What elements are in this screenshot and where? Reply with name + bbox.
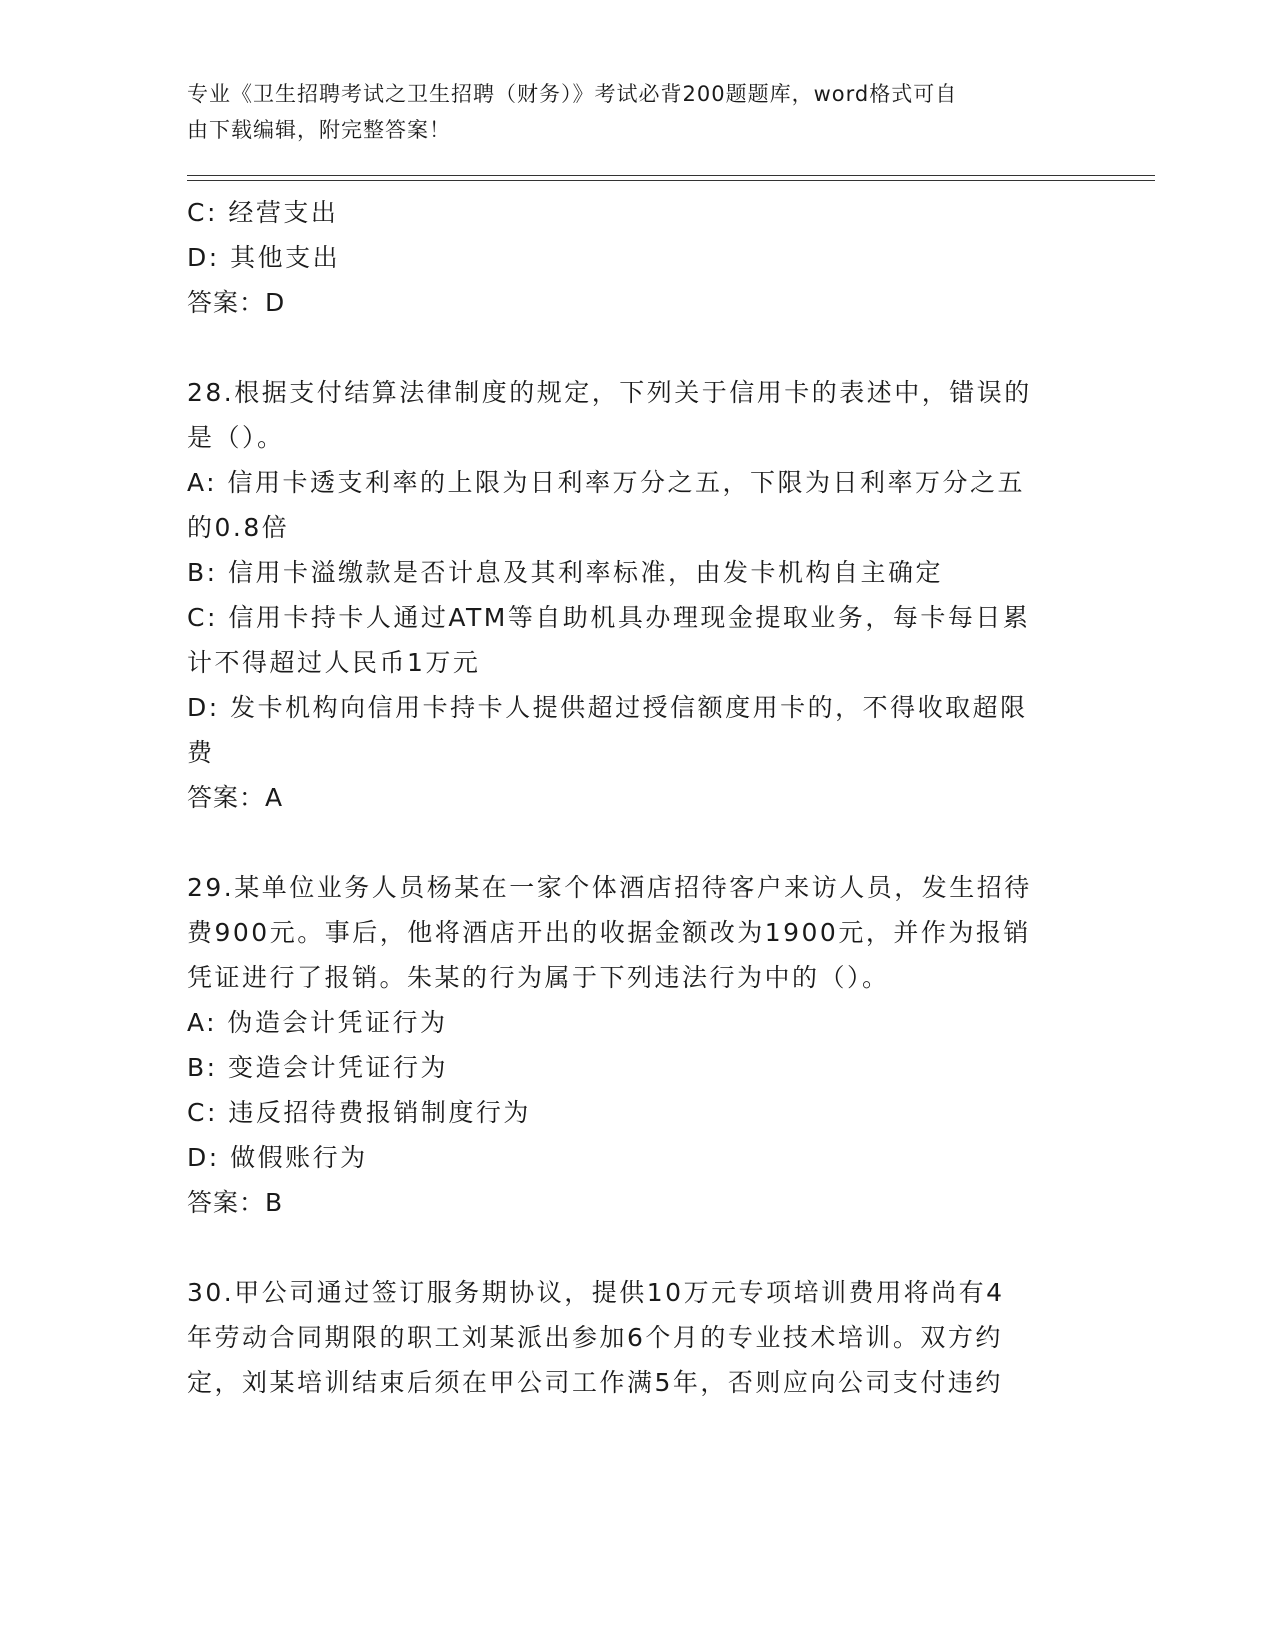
question-stem: 是（）。 [187,423,285,452]
option-d: D: 做假账行为 [187,1143,368,1172]
option-d: 费 [187,738,215,767]
document-body [187,190,1077,1405]
question-28 [187,370,1077,820]
header-line-2: 由下载编辑，附完整答案！ [187,118,451,142]
spacer [187,1225,1077,1270]
option-c: C: 经营支出 [187,198,339,227]
header-divider-bottom [187,180,1155,181]
option-a: A: 伪造会计凭证行为 [187,1008,448,1037]
answer: 答案：A [187,783,284,812]
question-stem: 费900元。事后，他将酒店开出的收据金额改为1900元，并作为报销 [187,918,1031,947]
option-b: B: 信用卡溢缴款是否计息及其利率标准，由发卡机构自主确定 [187,558,944,587]
question-30 [187,1270,1077,1405]
question-stem: 29.某单位业务人员杨某在一家个体酒店招待客户来访人员，发生招待 [187,873,1032,902]
question-stem: 28.根据支付结算法律制度的规定，下列关于信用卡的表述中，错误的 [187,378,1032,407]
question-29 [187,865,1077,1225]
option-c: C: 违反招待费报销制度行为 [187,1098,531,1127]
spacer [187,820,1077,865]
question-stem: 凭证进行了报销。朱某的行为属于下列违法行为中的（）。 [187,963,890,992]
option-c: 计不得超过人民币1万元 [187,648,481,677]
document-header [187,76,1067,148]
option-b: B: 变造会计凭证行为 [187,1053,449,1082]
answer: 答案：B [187,1188,284,1217]
option-d: D: 其他支出 [187,243,341,272]
question-stem: 年劳动合同期限的职工刘某派出参加6个月的专业技术培训。双方约 [187,1323,1003,1352]
option-c: C: 信用卡持卡人通过ATM等自助机具办理现金提取业务，每卡每日累 [187,603,1031,632]
header-line-1: 专业《卫生招聘考试之卫生招聘（财务）》考试必背200题题库，word格式可自 [187,82,958,106]
header-divider-top [187,175,1155,176]
question-stem: 30.甲公司通过签订服务期协议，提供10万元专项培训费用将尚有4 [187,1278,1005,1307]
question-stem: 定，刘某培训结束后须在甲公司工作满5年，否则应向公司支付违约 [187,1368,1003,1397]
answer: 答案：D [187,288,286,317]
question-27-tail [187,190,1077,325]
option-a: 的0.8倍 [187,513,290,542]
option-d: D: 发卡机构向信用卡持卡人提供超过授信额度用卡的，不得收取超限 [187,693,1028,722]
option-a: A: 信用卡透支利率的上限为日利率万分之五，下限为日利率万分之五 [187,468,1026,497]
spacer [187,325,1077,370]
